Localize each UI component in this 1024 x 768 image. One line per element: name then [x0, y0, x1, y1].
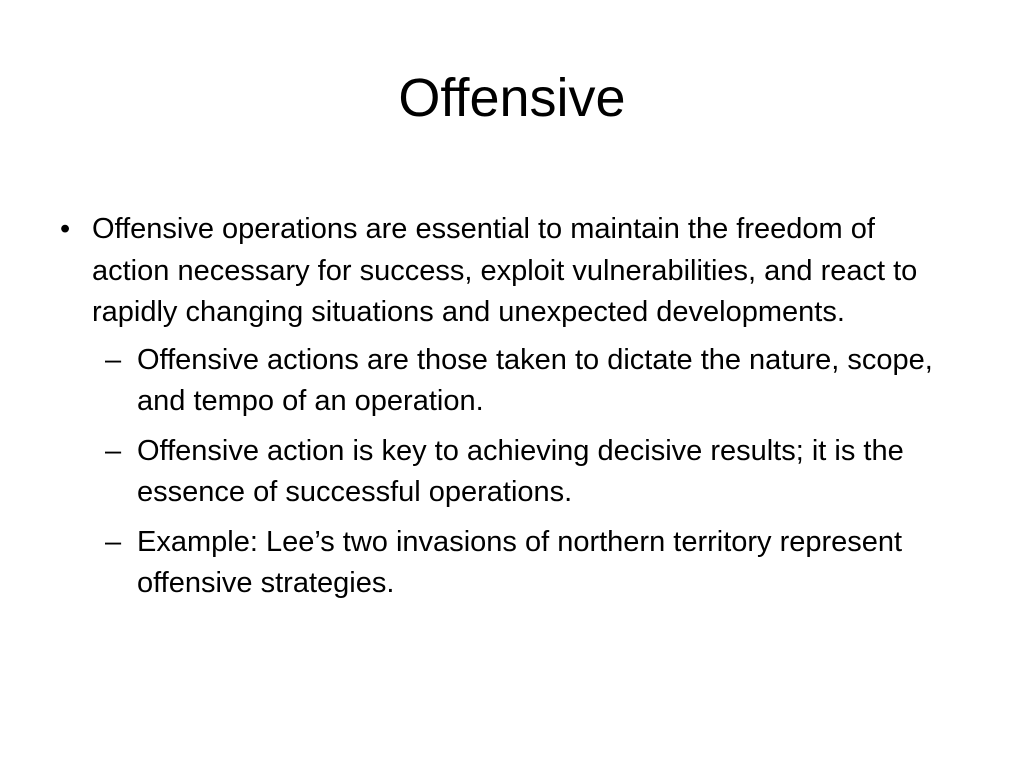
sub-bullet-marker: –	[105, 525, 122, 558]
sub-bullet-text: Offensive action is key to achieving decisive results; it is the essence of successful operations.	[137, 434, 904, 508]
bullet-marker: •	[60, 213, 71, 245]
sub-bullet-text: Offensive actions are those taken to dictate the nature, scope, and tempo of an operation.	[137, 343, 933, 417]
sub-bullet-text: Example: Lee’s two invasions of northern territory represent offensive strategies.	[137, 525, 903, 599]
sub-bullet-item	[105, 340, 960, 423]
sub-bullet-marker: –	[105, 434, 122, 467]
sub-bullet-marker: –	[105, 343, 122, 376]
bullet-item	[60, 209, 960, 334]
sub-bullet-list	[60, 340, 960, 605]
slide-title: Offensive	[398, 68, 626, 128]
sub-bullet-item	[105, 522, 960, 605]
sub-bullet-item	[105, 431, 960, 514]
bullet-text: Offensive operations are essential to maintain the freedom of action necessary for success, exploit vulnerabilities, and react to rapidly changing situations and unexpected developments.	[92, 213, 918, 328]
slide-content	[60, 209, 960, 613]
